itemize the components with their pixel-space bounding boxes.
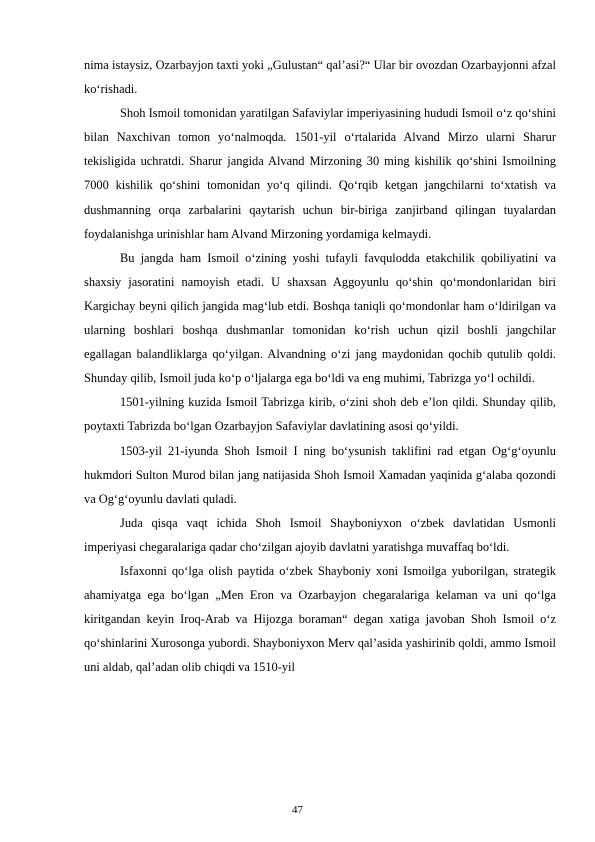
- paragraph-tabriz-shah: 1501-yilning kuzida Ismoil Tabrizga kirib, o‘zini shoh deb e’lon qildi. Shunday qilib, poytaxti Tabrizda bo‘lgan Ozarbayjon Safaviylar davlatining asosi qo‘yildi.: [84, 395, 556, 434]
- paragraph-state-creation: Juda qisqa vaqt ichida Shoh Ismoil Shayboniyxon o‘zbek davlatidan Usmonli imperiyasi chegaralariga qadar cho‘zilgan ajoyib davlatni yaratishga muvaffaq bo‘ldi.: [84, 515, 556, 554]
- paragraph-battle-leadership: Bu jangda ham Ismoil o‘zining yoshi tufayli favqulodda etakchilik qobiliyatini va shaxsiy jasoratini namoyish etadi. U shaxsan Aggoyunlu qo‘shin qo‘mondonlaridan biri Kargichay beyni qilich jangida mag‘lub etdi. Boshqa taniqli qo‘mondonlar ham o‘ldirilgan va ularning boshlari boshqa dushmanlar tomonidan ko‘rish uchun qizil boshli jangchilar egallagan balandliklarga qo‘yilgan. Alvandning o‘zi jang maydonidan qochib qutulib qoldi. Shunday qilib, Ismoil juda ko‘p o‘ljalarga ega bo‘ldi va eng muhimi, Tabrizga yo‘l ochildi.: [84, 250, 556, 386]
- paragraph-hamadan-victory: 1503-yil 21-iyunda Shoh Ismoil I ning bo‘ysunish taklifini rad etgan Og‘g‘oyunlu hukmdori Sulton Murod bilan jang natijasida Shoh Ismoil Xamadan yaqinida g‘alaba qozondi va Og‘g‘oyunlu davlati quladi.: [84, 443, 556, 506]
- document-page: [84, 53, 556, 679]
- page-number: 47: [292, 804, 303, 816]
- paragraph-safavid-territory: Shoh Ismoil tomonidan yaratilgan Safaviylar imperiyasining hududi Ismoil o‘z qo‘shini bilan Naxchivan tomon yo‘nalmoqda. 1501-yil o‘rtalarida Alvand Mirzo ularni Sharur tekisligida uchratdi. Sharur jangida Alvand Mirzoning 30 ming kishilik qo‘shini Ismoilning 7000 kishilik qo‘shini tomonidan yo‘q qilindi. Qo‘rqib ketgan jangchilarni to‘xtatish va dushmanning orqa zarbalarini qaytarish uchun bir-biriga zanjirband qilingan tuyalardan foydalanishga urinishlar ham Alvand Mirzoning yordamiga kelmaydi.: [84, 106, 556, 241]
- paragraph-khorasan-campaign: Isfaxonni qo‘lga olish paytida o‘zbek Shayboniy xoni Ismoilga yuborilgan, strategik ahamiyatga ega bo‘lgan „Men Eron va Ozarbayjon chegaralariga kelaman va uni qo‘lga kiritgandan keyin Iroq-Arab va Hijozga boraman“ degan xatiga javoban Shoh Ismoil o‘z qo‘shinlarini Xurosonga yubordi. Shayboniyxon Merv qal’asida yashirinib qoldi, ammo Ismoil uni aldab, qal’adan olib chiqdi va 1510-yil: [84, 563, 556, 675]
- paragraph-continuation: nima istaysiz, Ozarbayjon taxti yoki „Gulustan“ qal’asi?“ Ular bir ovozdan Ozarbayjonni afzal ko‘rishadi.: [84, 58, 556, 97]
